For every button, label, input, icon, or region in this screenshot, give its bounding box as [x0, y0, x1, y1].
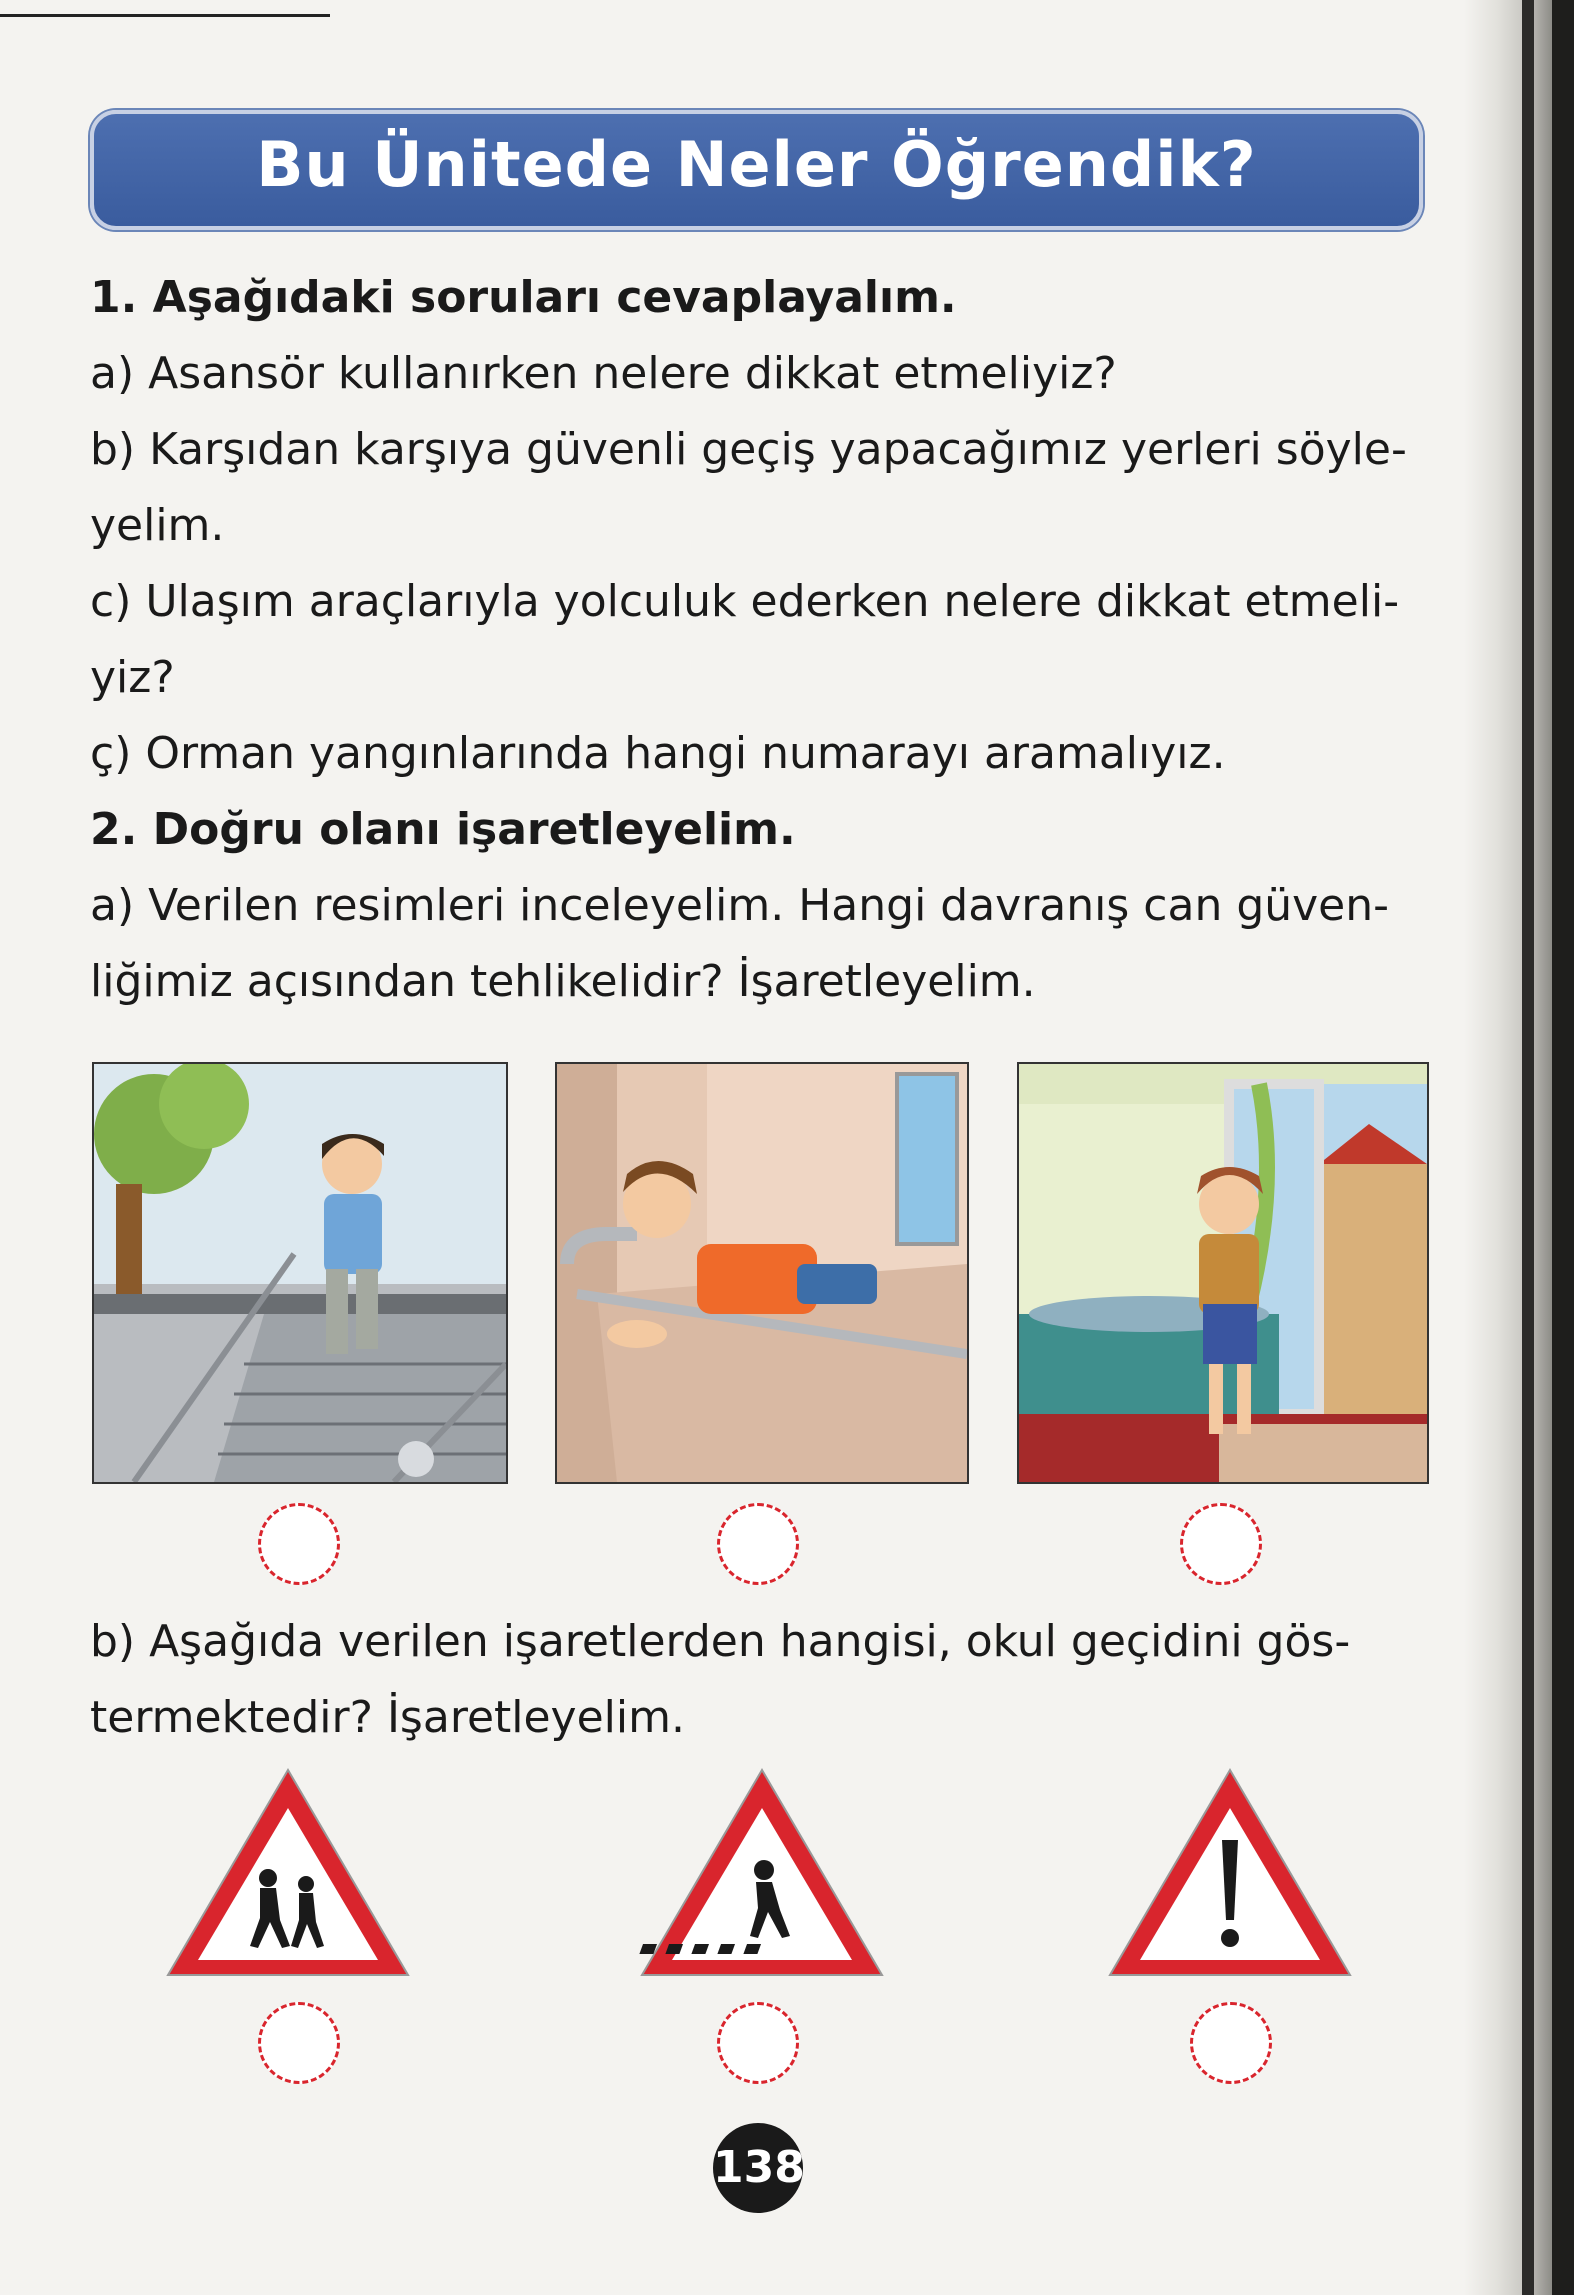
- question-2b-line1: b) Aşağıda verilen işaretlerden hangisi, okul geçidini gös-: [90, 1616, 1351, 1667]
- question-1-heading: 1. Aşağıdaki soruları cevaplayalım.: [90, 272, 957, 323]
- answer-circle-sign-1[interactable]: [258, 2002, 340, 2084]
- picture-stairs: [92, 1062, 508, 1484]
- question-2a-line2: liğimiz açısından tehlikelidir? İşaretleyelim.: [90, 956, 1036, 1007]
- picture-open-window: [1017, 1062, 1429, 1484]
- book-spine-edge: [1522, 0, 1534, 2295]
- unit-review-banner: [90, 110, 1423, 230]
- answer-circle-sign-3[interactable]: [1190, 2002, 1272, 2084]
- answer-circle-picture-2[interactable]: [717, 1503, 799, 1585]
- pedestrian-crossing-sign: [632, 1760, 892, 1990]
- page-title: Bu Ünitede Neler Öğrendik?: [256, 128, 1257, 201]
- top-rule: [0, 14, 330, 17]
- question-1cc: ç) Orman yangınlarında hangi numarayı aramalıyız.: [90, 728, 1226, 779]
- question-1a: a) Asansör kullanırken nelere dikkat etmeliyiz?: [90, 348, 1117, 399]
- page-number: 138: [713, 2123, 803, 2213]
- danger-warning-sign: [1100, 1760, 1360, 1990]
- school-children-sign: [158, 1760, 418, 1990]
- answer-circle-picture-1[interactable]: [258, 1503, 340, 1585]
- book-spine-shadow: [1552, 0, 1574, 2295]
- answer-circle-sign-2[interactable]: [717, 2002, 799, 2084]
- picture-leaning-railing: [555, 1062, 969, 1484]
- question-2b-line2: termektedir? İşaretleyelim.: [90, 1692, 685, 1743]
- question-1b-line2: yelim.: [90, 500, 225, 551]
- question-1c-line2: yiz?: [90, 652, 175, 703]
- question-2a-line1: a) Verilen resimleri inceleyelim. Hangi davranış can güven-: [90, 880, 1390, 931]
- answer-circle-picture-3[interactable]: [1180, 1503, 1262, 1585]
- question-1b-line1: b) Karşıdan karşıya güvenli geçiş yapacağımız yerleri söyle-: [90, 424, 1407, 475]
- question-1c-line1: c) Ulaşım araçlarıyla yolculuk ederken nelere dikkat etmeli-: [90, 576, 1400, 627]
- question-2-heading: 2. Doğru olanı işaretleyelim.: [90, 804, 796, 855]
